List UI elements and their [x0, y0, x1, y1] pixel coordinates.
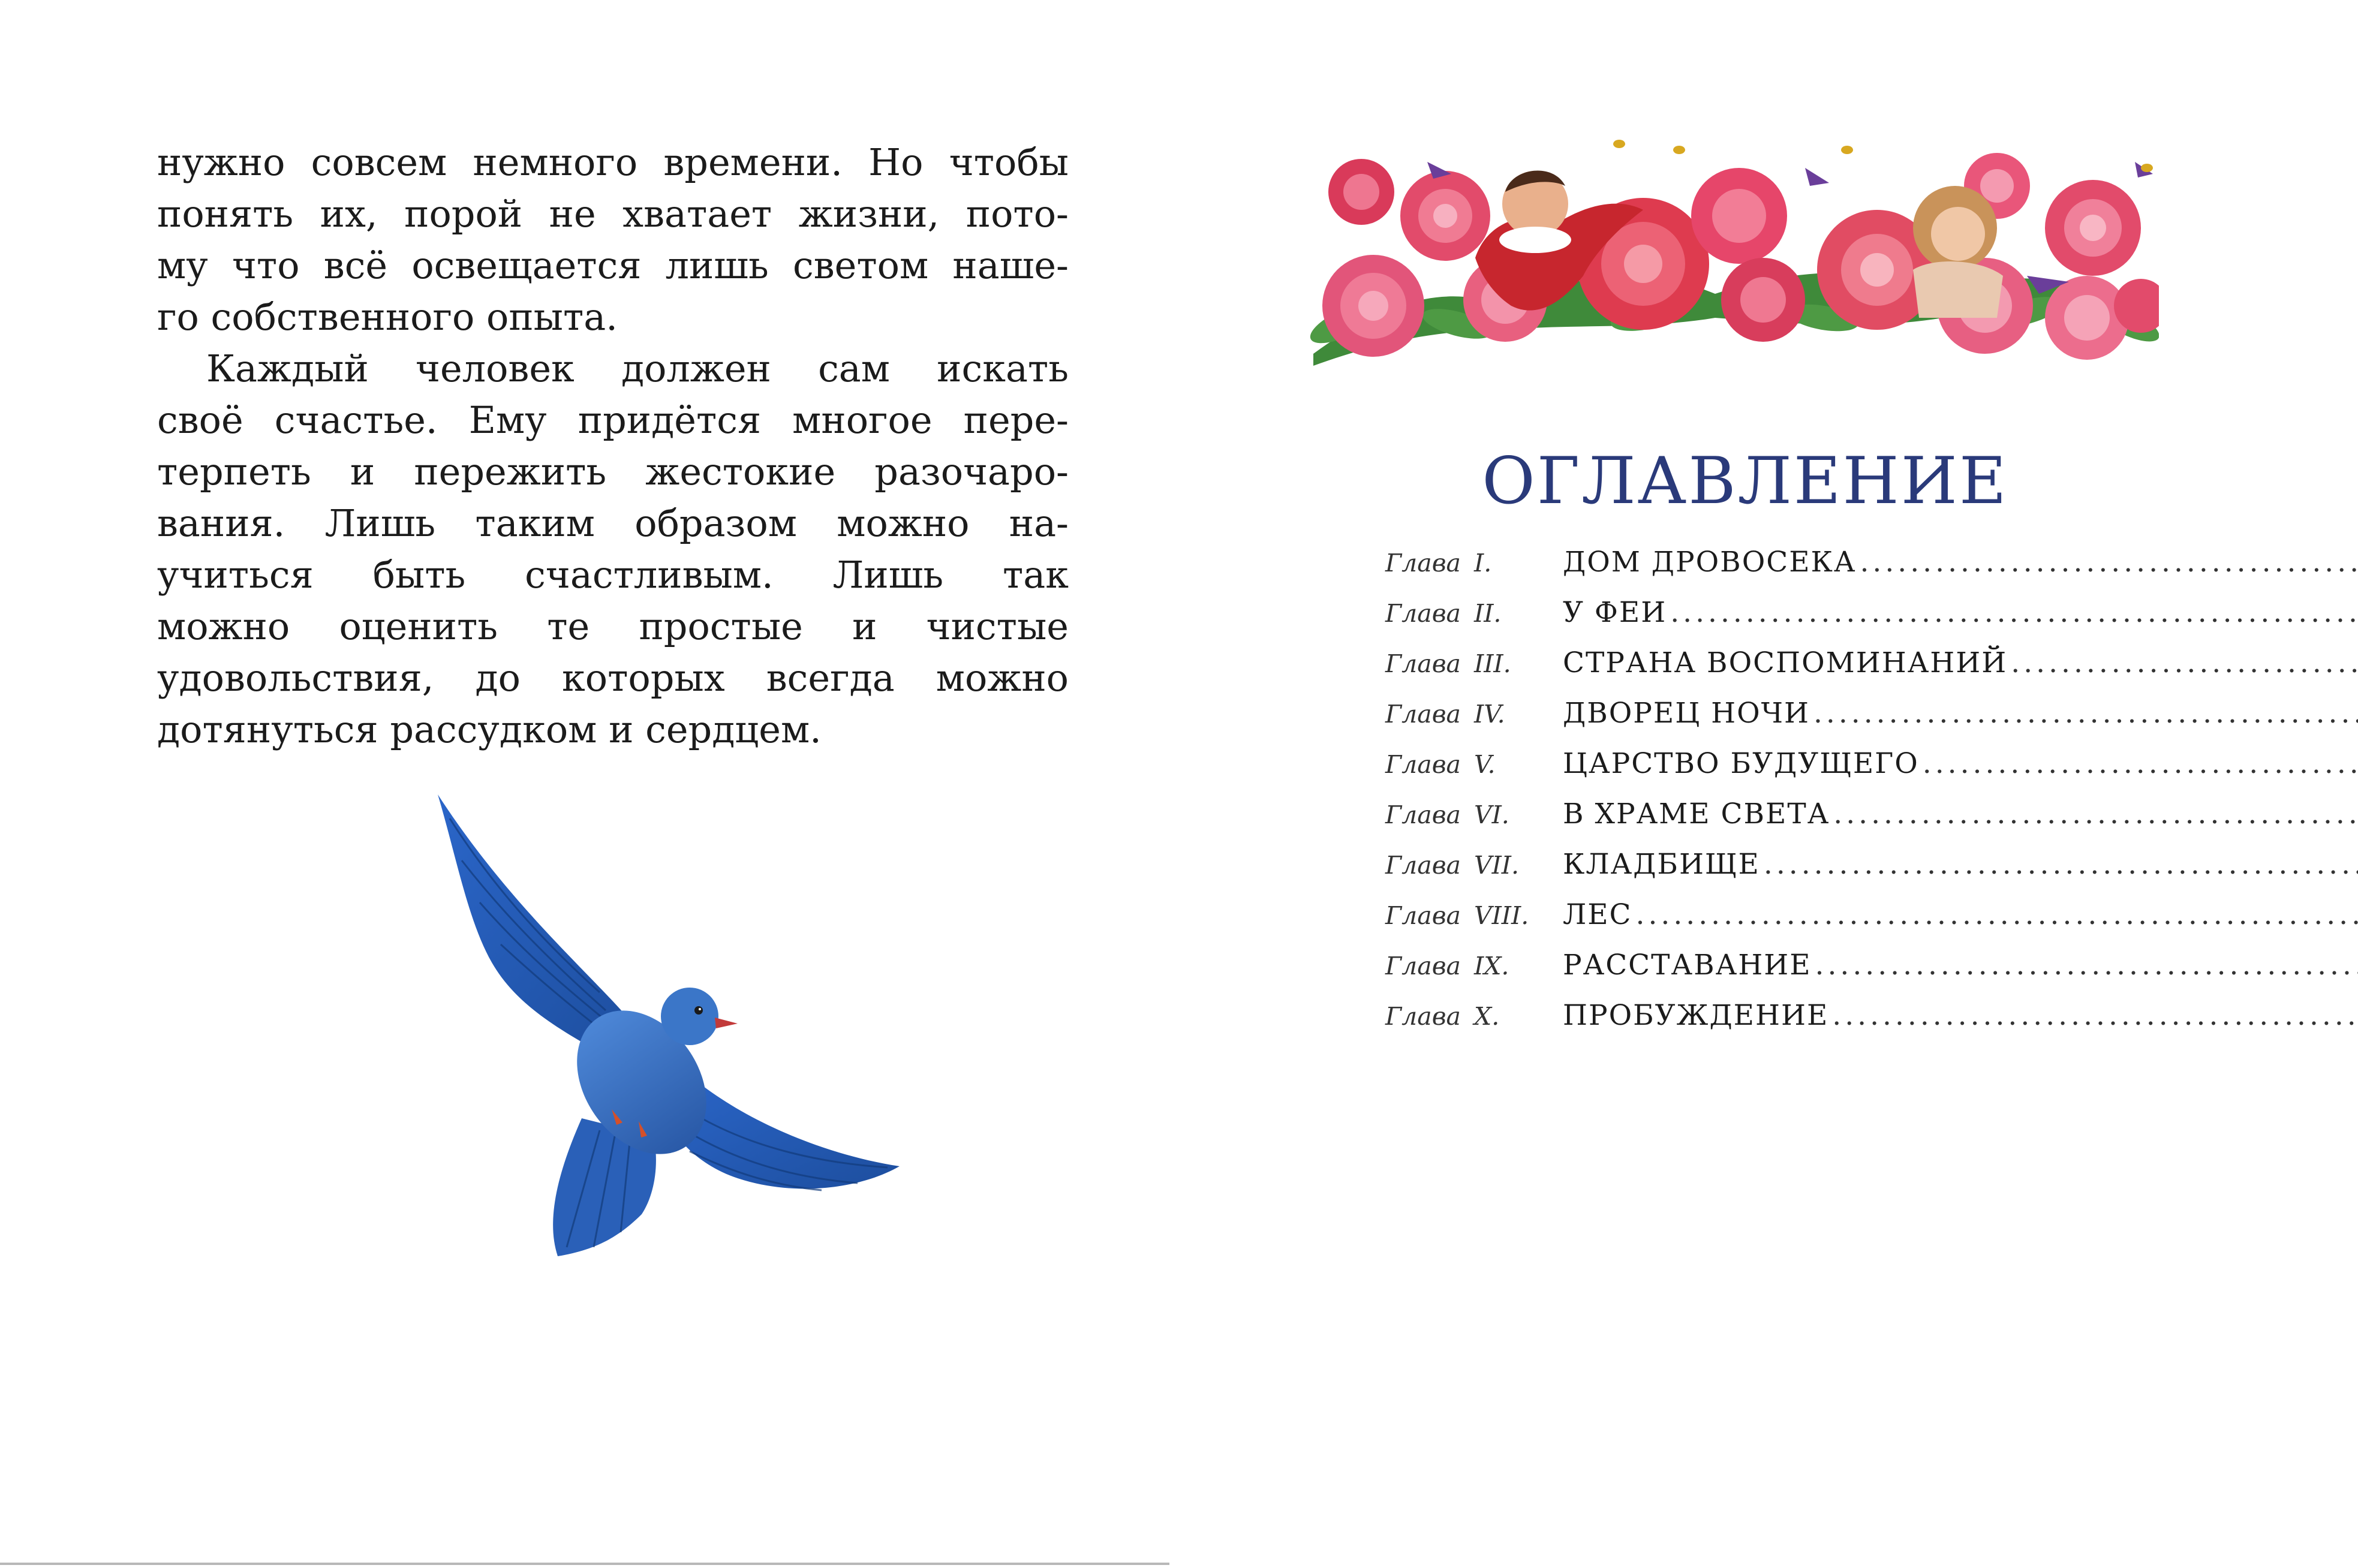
dove-illustration [402, 783, 906, 1262]
toc-entry-title: ПРОБУЖДЕНИЕ [1563, 999, 1829, 1032]
text-line: му что всё освещается лишь светом наше- [157, 243, 1069, 287]
toc-leader-dots [1764, 848, 2358, 881]
text-line: учиться быть счастливым. Лишь так [157, 553, 1069, 597]
toc-chapter-label: Глава V. [1385, 750, 1496, 779]
toc-entry [1563, 596, 2358, 629]
table-of-contents [1385, 546, 2093, 1049]
toc-chapter-label: Глава III. [1385, 649, 1511, 678]
toc-entry-title: У ФЕИ [1563, 596, 1667, 629]
toc-leader-dots [1636, 898, 2358, 931]
toc-chapter-label: Глава VII. [1385, 851, 1520, 880]
toc-leader-dots [2011, 646, 2358, 679]
toc-leader-dots [1670, 596, 2358, 629]
toc-chapter-label: Глава X. [1385, 1002, 1500, 1031]
toc-entry [1563, 999, 2358, 1032]
toc-chapter-label: Глава IV. [1385, 700, 1505, 729]
toc-leader-dots [1815, 949, 2358, 982]
toc-leader-dots [1833, 797, 2358, 830]
toc-entry-title: ДОМ ДРОВОСЕКА [1563, 546, 1857, 579]
toc-entry-title: В ХРАМЕ СВЕТА [1563, 797, 1830, 830]
toc-entry [1563, 747, 2358, 780]
text-line: удовольствия, до которых всегда можно [157, 656, 1069, 700]
toc-row[interactable] [1385, 546, 2093, 596]
toc-chapter-label: Глава IX. [1385, 952, 1509, 980]
toc-entry [1563, 797, 2358, 830]
text-line: го собственного опыта. [157, 295, 618, 339]
toc-entry [1563, 898, 2358, 931]
toc-row[interactable] [1385, 999, 2093, 1049]
toc-leader-dots [1860, 546, 2358, 579]
text-line: Каждый человек должен сам искать [206, 347, 1069, 390]
toc-entry-title: РАССТАВАНИЕ [1563, 949, 1812, 982]
toc-entry [1563, 546, 2358, 579]
toc-chapter-label: Глава II. [1385, 599, 1502, 628]
text-line: понять их, порой не хватает жизни, пото- [157, 192, 1069, 236]
toc-row[interactable] [1385, 898, 2093, 949]
toc-entry [1563, 848, 2358, 881]
toc-entry [1563, 697, 2358, 730]
toc-entry-title: ЦАРСТВО БУДУЩЕГО [1563, 747, 1919, 780]
toc-entry-title: ЛЕС [1563, 898, 1632, 931]
toc-entry-title: ДВОРЕЦ НОЧИ [1563, 697, 1810, 730]
toc-chapter-label: Глава VIII. [1385, 901, 1529, 930]
text-line: дотянуться рассудком и сердцем. [157, 708, 822, 751]
roses-illustration [1307, 126, 2159, 378]
toc-chapter-label: Глава VI. [1385, 800, 1509, 829]
toc-entry [1563, 949, 2358, 982]
toc-row[interactable] [1385, 747, 2093, 797]
page-edge-rule [0, 1563, 1169, 1565]
toc-entry-title: СТРАНА ВОСПОМИНАНИЙ [1563, 646, 2008, 679]
toc-leader-dots [1923, 747, 2358, 780]
toc-title: ОГЛАВЛЕНИЕ [1482, 444, 2008, 519]
body-text [157, 137, 1069, 756]
text-line: нужно совсем немного времени. Но чтобы [157, 140, 1069, 184]
toc-row[interactable] [1385, 596, 2093, 646]
toc-leader-dots [1832, 999, 2358, 1032]
toc-row[interactable] [1385, 848, 2093, 898]
toc-entry [1563, 646, 2358, 679]
toc-row[interactable] [1385, 697, 2093, 747]
text-line: своё счастье. Ему придётся многое пере- [157, 398, 1069, 442]
text-line: вания. Лишь таким образом можно на- [157, 501, 1069, 545]
toc-chapter-label: Глава I. [1385, 549, 1492, 577]
right-page [1179, 0, 2358, 1568]
toc-row[interactable] [1385, 797, 2093, 848]
text-line: терпеть и пережить жестокие разочаро- [157, 450, 1069, 493]
toc-row[interactable] [1385, 949, 2093, 999]
text-line: можно оценить те простые и чистые [157, 604, 1069, 648]
toc-row[interactable] [1385, 646, 2093, 697]
toc-entry-title: КЛАДБИЩЕ [1563, 848, 1760, 881]
toc-leader-dots [1813, 697, 2358, 730]
